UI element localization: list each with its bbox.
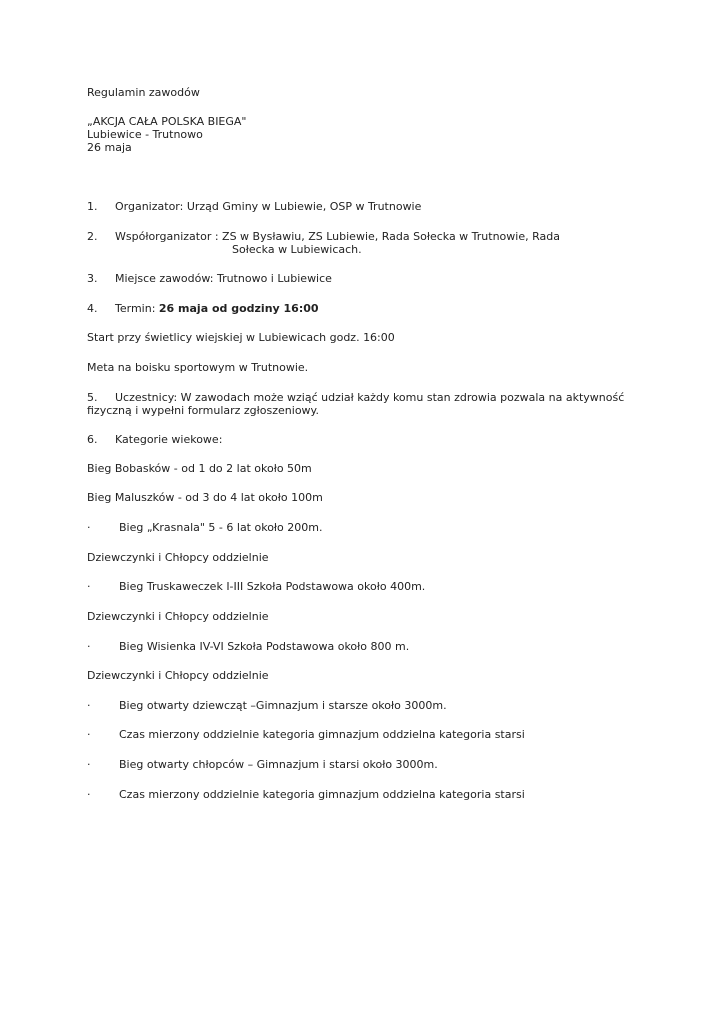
separate-note: Dziewczynki i Chłopcy oddzielnie (87, 551, 269, 564)
start-info: Start przy świetlicy wiejskiej w Lubiewicach godz. 16:00 (87, 331, 395, 344)
section-number: 1. (87, 200, 98, 213)
term-label: Termin: (115, 302, 159, 315)
timing-note: Czas mierzony oddzielnie kategoria gimnazjum oddzielna kategoria starsi (119, 788, 525, 801)
term-text (115, 302, 319, 316)
bullet-dot: · (87, 521, 91, 534)
category-maluchy: Bieg Maluszków - od 3 do 4 lat około 100m (87, 491, 323, 504)
category-boys-open: Bieg otwarty chłopców – Gimnazjum i starsi około 3000m. (119, 758, 438, 771)
event-name: „AKCJA CAŁA POLSKA BIEGA" (87, 115, 247, 128)
section-number: 6. (87, 433, 98, 446)
category-truskaweczek: Bieg Truskaweczek I-III Szkoła Podstawowa około 400m. (119, 580, 426, 593)
bullet-dot: · (87, 580, 91, 593)
category-wisienka: Bieg Wisienka IV-VI Szkoła Podstawowa około 800 m. (119, 640, 410, 653)
bullet-dot: · (87, 699, 91, 712)
separate-note: Dziewczynki i Chłopcy oddzielnie (87, 610, 269, 623)
category-girls-open: Bieg otwarty dziewcząt –Gimnazjum i starsze około 3000m. (119, 699, 447, 712)
participants-text: Uczestnicy: W zawodach może wziąć udział każdy komu stan zdrowia pozwala na aktywność (115, 391, 625, 404)
separate-note: Dziewczynki i Chłopcy oddzielnie (87, 669, 269, 682)
timing-note: Czas mierzony oddzielnie kategoria gimnazjum oddzielna kategoria starsi (119, 728, 525, 741)
co-organizer-text: Współorganizator : ZS w Bysławiu, ZS Lubiewie, Rada Sołecka w Trutnowie, Rada (115, 230, 560, 243)
co-organizer-continuation: Sołecka w Lubiewicach. (232, 243, 362, 256)
document-title: Regulamin zawodów (87, 86, 200, 99)
participants-continuation: fizyczną i wypełni formularz zgłoszeniowy. (87, 404, 319, 417)
finish-info: Meta na boisku sportowym w Trutnowie. (87, 361, 309, 374)
section-number: 3. (87, 272, 98, 285)
age-categories-heading: Kategorie wiekowe: (115, 433, 223, 446)
category-krasnal: Bieg „Krasnala" 5 - 6 lat około 200m. (119, 521, 323, 534)
section-number: 5. (87, 391, 98, 404)
bullet-dot: · (87, 728, 91, 741)
bullet-dot: · (87, 788, 91, 801)
bullet-dot: · (87, 640, 91, 653)
bullet-dot: · (87, 758, 91, 771)
venue-text: Miejsce zawodów: Trutnowo i Lubiewice (115, 272, 332, 285)
section-number: 4. (87, 302, 98, 315)
organizer-text: Organizator: Urząd Gminy w Lubiewie, OSP w Trutnowie (115, 200, 422, 213)
section-number: 2. (87, 230, 98, 243)
term-date: 26 maja od godziny 16:00 (158, 302, 319, 315)
event-place: Lubiewice - Trutnowo (87, 128, 203, 141)
event-date: 26 maja (87, 141, 132, 154)
category-bobasy: Bieg Bobasków - od 1 do 2 lat około 50m (87, 462, 312, 475)
